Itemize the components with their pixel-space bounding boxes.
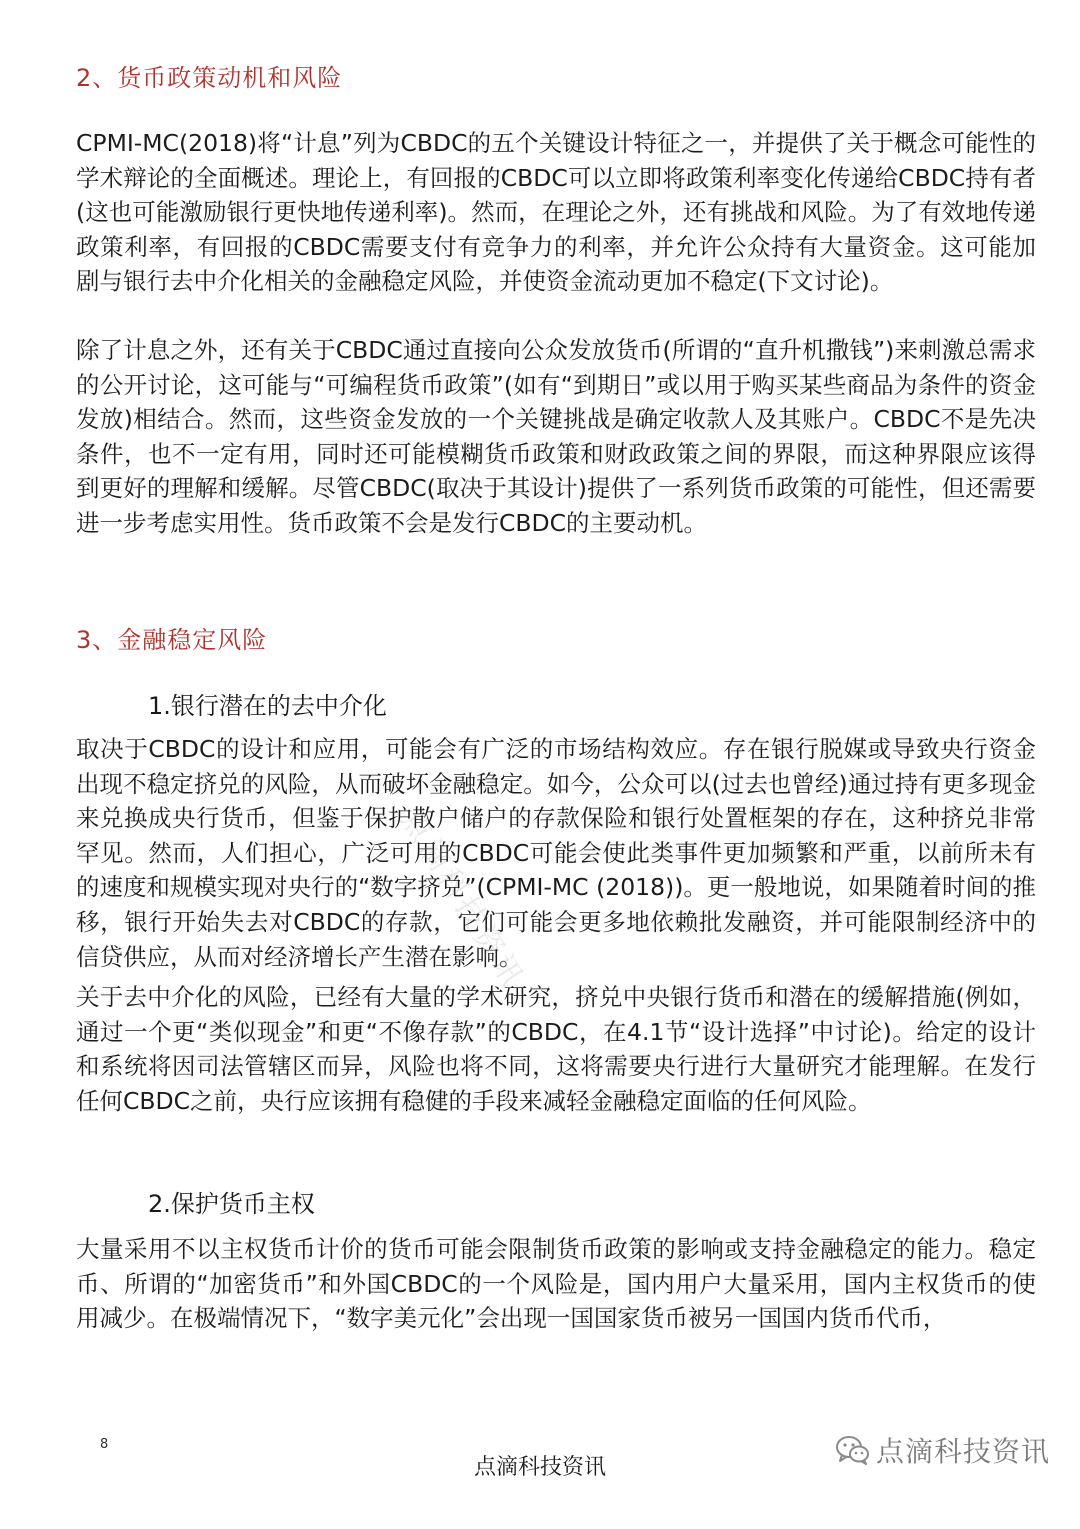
- paragraph-interest-bearing: CPMI-MC(2018)将“计息”列为CBDC的五个关键设计特征之一，并提供了关于概念可能性的学术辩论的全面概述。理论上，有回报的CBDC可以立即将政策利率变化传递给CBDC持有者(这也可能激励银行更快地传递利率)。然而，在理论之外，还有挑战和风险。为了有效地传递政策利率，有回报的CBDC需要支付有竞争力的利率，并允许公众持有大量资金。这可能加剧与银行去中介化相关的金融稳定风险，并使资金流动更加不稳定(下文讨论)。: [76, 129, 1036, 296]
- page-number: 8: [100, 1437, 109, 1452]
- diagonal-watermark: 点滴科技资讯: [393, 804, 532, 996]
- subheading-monetary-sovereignty: 2.保护货币主权: [148, 1190, 315, 1218]
- paragraph-helicopter-money: 除了计息之外，还有关于CBDC通过直接向公众发放货币(所谓的“直升机撒钱”)来刺激总需求的公开讨论，这可能与“可编程货币政策”(如有“到期日”或以用于购买某些商品为条件的资金发放)相结合。然而，这些资金发放的一个关键挑战是确定收款人及其账户。CBDC不是先决条件，也不一定有用，同时还可能模糊货币政策和财政政策之间的界限，而这种界限应该得到更好的理解和缓解。尽管CBDC(取决于其设计)提供了一系列货币政策的可能性，但还需要进一步考虑实用性。货币政策不会是发行CBDC的主要动机。: [76, 336, 1036, 537]
- section-heading-monetary-policy: 2、货币政策动机和风险: [76, 64, 343, 92]
- wechat-icon: [836, 1435, 870, 1465]
- wechat-account-name: 点滴科技资讯: [875, 1435, 1050, 1468]
- subheading-disintermediation: 1.银行潜在的去中介化: [148, 692, 387, 720]
- wechat-account-watermark: [836, 1430, 1050, 1470]
- paragraph-disintermediation-research: 关于去中介化的风险，已经有大量的学术研究，挤兑中央银行货币和潜在的缓解措施(例如，通过一个更“类似现金”和更“不像存款”的CBDC，在4.1节“设计选择”中讨论)。给定的设计和系统将因司法管辖区而异，风险也将不同，这将需要央行进行大量研究才能理解。在发行任何CBDC之前，央行应该拥有稳健的手段来减轻金融稳定面临的任何风险。: [76, 983, 1036, 1115]
- paragraph-currency-substitution: 大量采用不以主权货币计价的货币可能会限制货币政策的影响或支持金融稳定的能力。稳定币、所谓的“加密货币”和外国CBDC的一个风险是，国内用户大量采用，国内主权货币的使用减少。在极端情况下，“数字美元化”会出现一国国家货币被另一国国内货币代币，: [76, 1235, 1036, 1333]
- footer-title: 点滴科技资讯: [473, 1455, 606, 1480]
- paragraph-bank-runs: 取决于CBDC的设计和应用，可能会有广泛的市场结构效应。存在银行脱媒或导致央行资金出现不稳定挤兑的风险，从而破坏金融稳定。如今，公众可以(过去也曾经)通过持有更多现金来兑换成央行货币，但鉴于保护散户储户的存款保险和银行处置框架的存在，这种挤兑非常罕见。然而，人们担心，广泛可用的CBDC可能会使此类事件更加频繁和严重，以前所未有的速度和规模实现对央行的“数字挤兑”(CPMI-MC (2018))。更一般地说，如果随着时间的推移，银行开始失去对CBDC的存款，它们可能会更多地依赖批发融资，并可能限制经济中的信贷供应，从而对经济增长产生潜在影响。: [76, 735, 1036, 971]
- section-heading-financial-stability: 3、金融稳定风险: [76, 626, 268, 654]
